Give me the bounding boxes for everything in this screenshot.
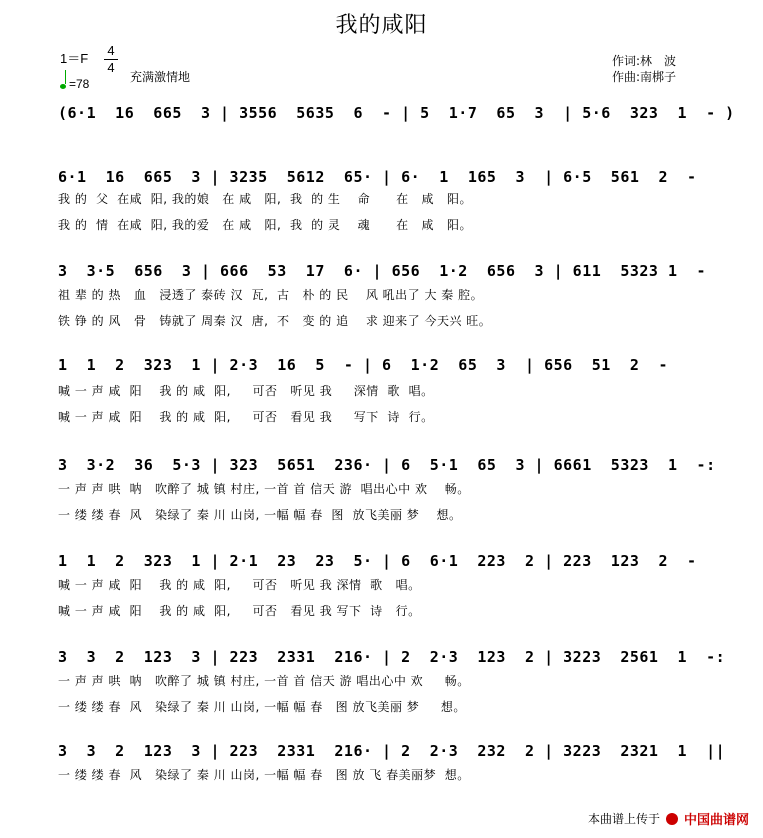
quarter-note-stem bbox=[65, 70, 66, 84]
time-signature bbox=[104, 44, 118, 75]
time-signature-bottom: 4 bbox=[107, 60, 115, 75]
lyric-verse-2: 一 缕 缕 春 风 染绿了 秦 川 山岗, 一幅 幅 春 图 放飞美丽 梦 想。 bbox=[58, 508, 462, 522]
lyric-verse-2: 喊 一 声 咸 阳 我 的 咸 阳, 可否 看见 我 写下 诗 行。 bbox=[58, 410, 434, 424]
key-signature: 1＝F bbox=[60, 51, 89, 66]
expression-marking: 充满激情地 bbox=[130, 70, 191, 84]
lyric-verse-1: 一 声 声 哄 呐 吹醉了 城 镇 村庄, 一首 首 信天 游 唱出心中 欢 畅。 bbox=[58, 674, 470, 688]
notation-line: 3 3·5 656 3 | 666 53 17 6· | 656 1·2 656 3 | 611 5323 1 - bbox=[58, 262, 707, 280]
lyric-verse-2: 铁 铮 的 风 骨 铸就了 周秦 汉 唐, 不 变 的 追 求 迎来了 今天兴 旺。 bbox=[58, 314, 492, 328]
tempo-value: =78 bbox=[69, 77, 90, 91]
notation-line: (6·1 16 665 3 | 3556 5635 6 - | 5 1·7 65 3 | 5·6 323 1 - ) bbox=[58, 104, 735, 122]
lyric-verse-1: 喊 一 声 咸 阳 我 的 咸 阳, 可否 听见 我 深情 歌 唱。 bbox=[58, 578, 421, 592]
quarter-note-icon bbox=[60, 84, 66, 89]
tempo-marking bbox=[60, 74, 89, 91]
lyric-verse-2: 我 的 情 在咸 阳, 我的爱 在 咸 阳, 我 的 灵 魂 在 咸 阳。 bbox=[58, 218, 472, 232]
lyric-verse-1: 我 的 父 在咸 阳, 我的娘 在 咸 阳, 我 的 生 命 在 咸 阳。 bbox=[58, 192, 472, 206]
lyric-verse-1: 喊 一 声 咸 阳 我 的 咸 阳, 可否 听见 我 深情 歌 唱。 bbox=[58, 384, 434, 398]
footer-text: 本曲谱上传于 bbox=[587, 812, 660, 826]
lyricist-credit: 作词:林 波 bbox=[612, 54, 677, 68]
lyric-verse-2: 喊 一 声 咸 阳 我 的 咸 阳, 可否 看见 我 写下 诗 行。 bbox=[58, 604, 421, 618]
notation-line: 1 1 2 323 1 | 2·3 16 5 - | 6 1·2 65 3 | 656 51 2 - bbox=[58, 356, 668, 374]
lyric-verse-1: 一 声 声 哄 呐 吹醉了 城 镇 村庄, 一首 首 信天 游 唱出心中 欢 畅。 bbox=[58, 482, 470, 496]
site-logo-icon bbox=[666, 813, 678, 825]
notation-line: 3 3 2 123 3 | 223 2331 216· | 2 2·3 232 2 | 3223 2321 1 || bbox=[58, 742, 726, 760]
notation-line: 3 3·2 36 5·3 | 323 5651 236· | 6 5·1 65 3 | 6661 5323 1 -: bbox=[58, 456, 716, 474]
composer-credit: 作曲:南梆子 bbox=[612, 70, 677, 84]
site-logo-text[interactable]: 中国曲谱网 bbox=[683, 812, 749, 827]
notation-line: 3 3 2 123 3 | 223 2331 216· | 2 2·3 123 2 | 3223 2561 1 -: bbox=[58, 648, 726, 666]
lyric-verse-1: 祖 辈 的 热 血 浸透了 泰砖 汉 瓦, 古 朴 的 民 风 吼出了 大 秦 腔。 bbox=[58, 288, 484, 302]
notation-line: 6·1 16 665 3 | 3235 5612 65· | 6· 1 165 3 | 6·5 561 2 - bbox=[58, 168, 697, 186]
lyric-verse-2: 一 缕 缕 春 风 染绿了 秦 川 山岗, 一幅 幅 春 图 放飞美丽 梦 想。 bbox=[58, 700, 466, 714]
time-signature-top: 4 bbox=[107, 43, 115, 58]
footer-credit bbox=[588, 809, 749, 828]
lyric-verse-1: 一 缕 缕 春 风 染绿了 秦 川 山岗, 一幅 幅 春 图 放 飞 春美丽梦 想。 bbox=[58, 768, 470, 782]
song-title: 我的咸阳 bbox=[335, 13, 428, 38]
notation-line: 1 1 2 323 1 | 2·1 23 23 5· | 6 6·1 223 2 | 223 123 2 - bbox=[58, 552, 697, 570]
